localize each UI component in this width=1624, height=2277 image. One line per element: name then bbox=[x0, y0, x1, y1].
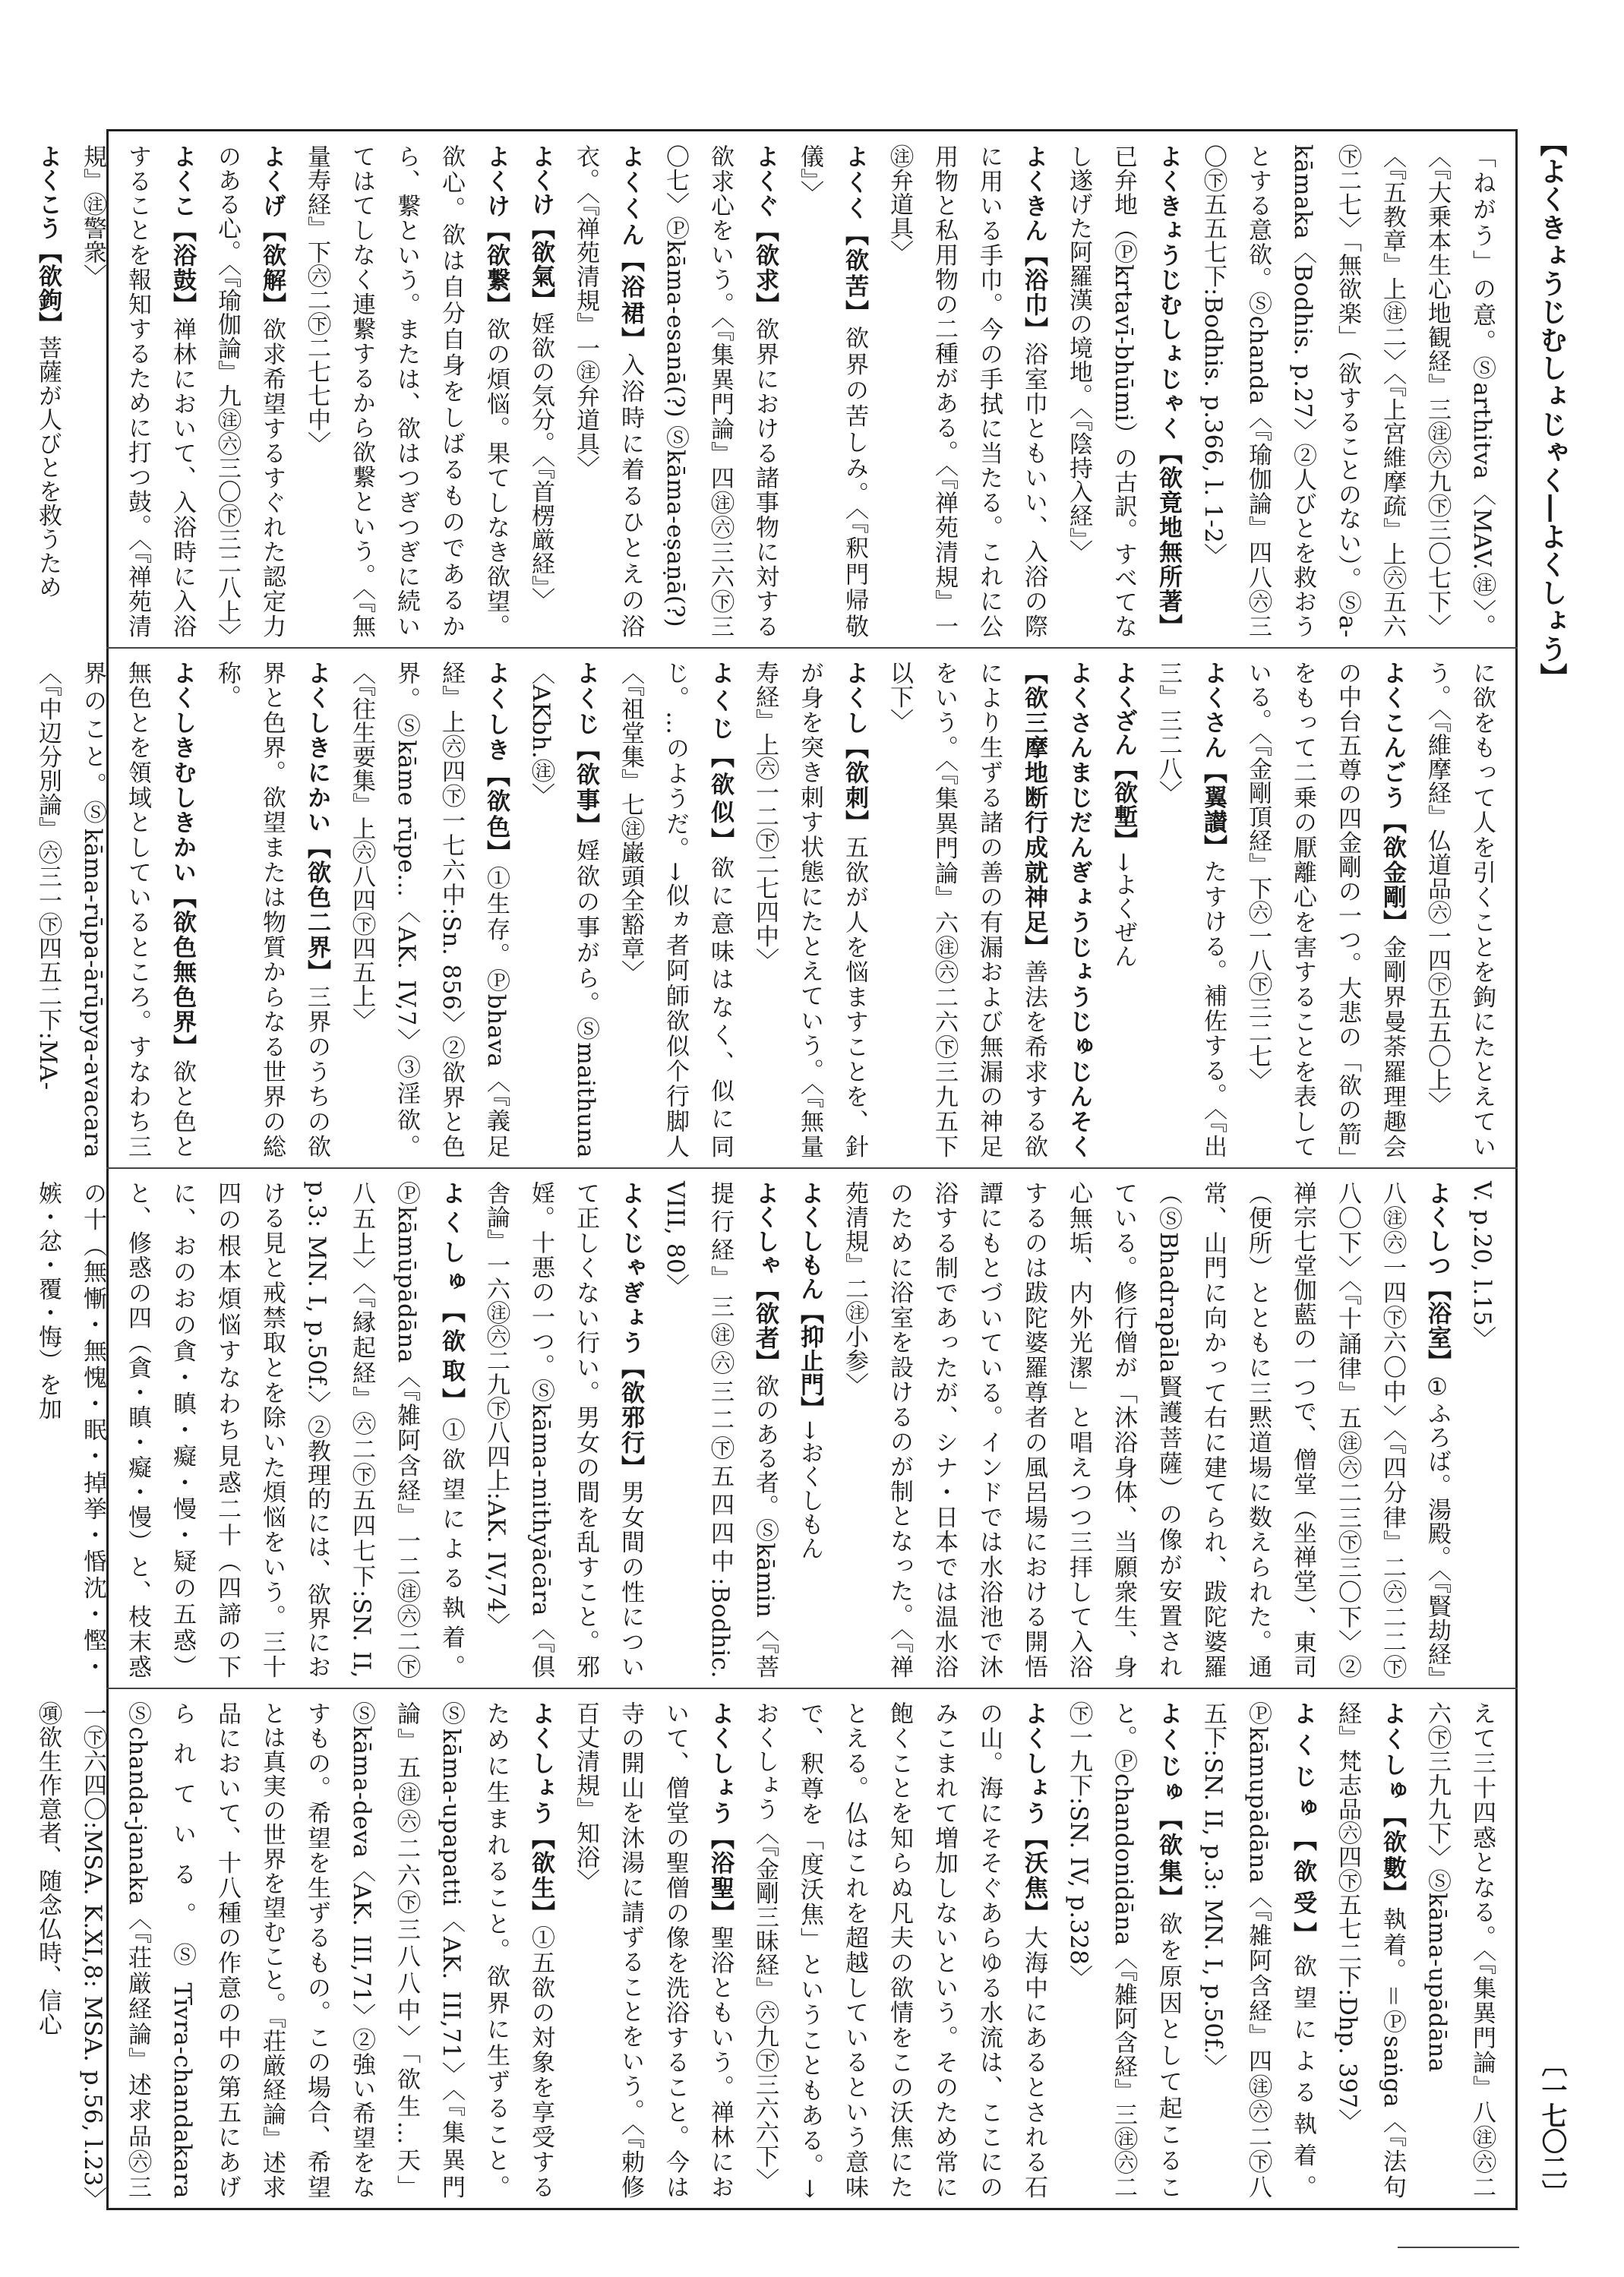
dictionary-entry bbox=[652, 144, 787, 638]
entry-definition: 欲と色と無色とを領域としているところ。すなわち三界のこと。Ⓢkāma-rūpa-ārūpya-avacara〈『中辺分別論』㊅三一㊦四五二下:MA- bbox=[34, 661, 196, 1159]
dictionary-entry bbox=[70, 144, 204, 638]
dictionary-entry bbox=[1459, 1181, 1504, 1679]
dictionary-entry bbox=[1190, 1701, 1325, 2199]
dictionary-entry bbox=[518, 661, 608, 1158]
entry-definition: 執着。＝Ⓟsaṅga〈『法句経』梵志品㊅四㊦五七二下:Dhp. 397〉 bbox=[1334, 1701, 1406, 2200]
entry-definition: 婬欲の気分。〈『首楞厳経』〉 bbox=[527, 311, 554, 611]
entry-definition: 欲の煩悩。果てしなき欲望。欲心。欲は自分自身をしばるものであるから、繋という。または、欲はつぎつぎに続いてはてしなく連繋するから欲繋という。〈『無量寿経』下㊅二㊦二七七中〉 bbox=[303, 144, 510, 639]
entry-headword: よくさんまじだんぎょうじょうじゅじんそく【欲三摩地断行成就神足】 bbox=[1020, 661, 1092, 1158]
running-head: 【よくきょうじむしょじゃく―よくしょう】 bbox=[1536, 129, 1568, 691]
entry-definition: 欲を原因として起こること。Ⓟchandonidāna〈『雑阿含経』三㊟㊅二㊦一九下:SN. IV, p.328〉 bbox=[1065, 1701, 1182, 2200]
dictionary-entry bbox=[1235, 661, 1414, 1158]
entry-headword: よくしもん【抑止門】 bbox=[796, 1181, 823, 1420]
entry-headword: よくきん【浴巾】 bbox=[1020, 144, 1047, 343]
entry-definition: →よくぜん bbox=[1110, 852, 1137, 968]
dictionary-entry bbox=[518, 144, 563, 638]
entry-definition: 欲望による執着。Ⓟkāmupādāna〈『雑阿含経』四㊟㊅二㊦八五下:SN. II, p.3: MN. I, p.50f.〉 bbox=[1199, 1701, 1316, 2200]
dictionary-entry bbox=[1101, 661, 1145, 1158]
entry-definition: 婬欲の事がら。Ⓢmaithuna〈AKbh.㊟〉 bbox=[527, 661, 599, 1158]
entry-headword: よくけ【欲氣】 bbox=[527, 144, 554, 312]
entry-headword: よくざん【欲塹】 bbox=[1110, 661, 1137, 852]
tier-3 bbox=[34, 1181, 1504, 1679]
dictionary-entry bbox=[1145, 661, 1235, 1158]
dictionary-entry bbox=[204, 144, 294, 647]
entry-headword: よくくん【浴裙】 bbox=[617, 144, 644, 353]
dictionary-entry bbox=[25, 1181, 473, 1679]
entry-headword: よくしき【欲色】 bbox=[482, 661, 510, 866]
entry-definition: 大海中にあるとされる石の山。海にそそぐあらゆる水流は、ここにのみこまれて増加しないという。そのため常に飽くことを知らぬ凡夫の欲情をこの沃焦にたとえる。仏はこれを超越しているという意味で、釈尊を「度沃焦」ということもある。→おくしょう〈『金剛三昧経』㊅九㊦三六六下〉 bbox=[751, 1701, 1047, 2200]
entry-headword: よくげ【欲解】 bbox=[258, 144, 286, 317]
dictionary-entry bbox=[742, 1701, 1056, 2199]
dictionary-entry bbox=[1414, 661, 1504, 1158]
entry-headword: よくきょうじむしょじゃく【欲竟地無所著】 bbox=[1155, 144, 1182, 638]
entry-definition: えて三十四惑となる。〈『集異門論』八㊟㊅二六㊦三九九下〉Ⓢkāma-upādāna bbox=[1423, 1701, 1496, 2199]
entry-headword: よくく【欲苦】 bbox=[841, 144, 868, 327]
dictionary-entry bbox=[25, 144, 70, 638]
entry-definition: ①五欲の対象を享受するために生まれること。欲界に生ずること。Ⓢkāma-upapatti〈AK. III,71〉〈『集異門論』五㊟㊅二六㊦三八八中〉「欲生…天」Ⓢkāma-deva〈AK. III,71〉②強い希望をなすもの。希望を生ずるもの。この場合、希望とは真実の世界を望むこと。『荘厳経論』述求品において、十八種の作意の中の第五にあげられている。ⓈTīvra-chandakara Ⓢchanda-janaka〈『荘厳経論』述求品㊅三一㊦六四〇:MSA. K.XI,8: MSA. p.56, l.23〉㊠欲生作意者、随念仏時、信心 bbox=[34, 1701, 554, 2200]
dictionary-entry bbox=[1414, 1701, 1504, 2199]
dictionary-entry bbox=[652, 1181, 787, 1679]
entry-definition: ①ふろば。湯殿。〈『賢劫経』八㊟㊅一四㊦六〇中〉〈『四分律』二㊅二二㊦八〇下〉〈『十誦律』五㊟㊅二三㊦三〇下〉②禅宗七堂伽藍の一つで、僧堂（坐禅堂）、東司（便所）とともに三黙道場に数えられた。通常、山門に向かって右に建てられ、跋陀婆羅（ⓈBhadrapāla賢護菩薩）の像が安置されている。修行僧が「沐浴身体、当願衆生、身心無垢、内外光潔」と唱えつつ三拝して入浴するのは跋陀婆羅尊者の風呂場における開悟譚にもとづいている。インドでは水浴池で沐浴する制であったが、シナ・日本では温水浴のために浴室を設けるのが制となった。〈『禅苑清規』二㊟小参〉 bbox=[841, 1181, 1451, 1679]
entry-headword: よくし【欲刺】 bbox=[841, 661, 868, 835]
dictionary-entry bbox=[25, 661, 204, 1158]
entry-headword: よくさん【翼讃】 bbox=[1199, 661, 1227, 860]
entry-definition: V. p.20, l.15〉 bbox=[1468, 1181, 1496, 1350]
entry-definition: 欲のある者。Ⓢkāmin〈『菩提行経』三㊟㊅三二㊦五四四中:Bodhic. VIII, 80〉 bbox=[662, 1181, 779, 1679]
entry-definition: 善法を希求する欲により生ずる諸の善の有漏および無漏の神足をいう。〈『集異門論』六㊟㊅二六㊦三九五下以下〉 bbox=[886, 661, 1047, 1159]
entry-headword: よくしょう【浴聖】 bbox=[706, 1701, 734, 1926]
entry-headword: よくしゅ【欲取】 bbox=[438, 1181, 465, 1418]
dictionary-entry bbox=[473, 1181, 652, 1679]
entry-definition: 禅林において、入浴時に入浴することを報知するために打つ鼓。〈『禅苑清規』㊟警衆〉 bbox=[79, 144, 196, 639]
dictionary-entry bbox=[1190, 144, 1504, 638]
entry-headword: よくしょう【沃焦】 bbox=[1020, 1701, 1047, 1926]
entry-headword: よくじゅ【欲受】 bbox=[1289, 1701, 1316, 1954]
dictionary-entry bbox=[1056, 1701, 1190, 2199]
dictionary-entry bbox=[339, 661, 518, 1158]
entry-definition: 入浴時に着るひとえの浴衣。〈『禅苑清規』一㊟弁道具〉 bbox=[572, 144, 644, 639]
entry-definition: ①欲望による執着。Ⓟkāmūpādāna〈『雑阿含経』一二㊟㊅二㊦八五上〉〈『縁起経』㊅二㊦五四七下:SN. II, p.3: MN. I, p.50f.〉②教理的には、欲界における見と戒禁取とを除いた煩悩をいう。三十四の根本煩悩すなわち見惑二十（四諦の下に、おのおの貪・瞋・癡・慢・疑の五惑）と、修惑の四（貪・瞋・癡・慢）と、枝末惑の十（無慚・無愧・眠・掉挙・惛沈・慳・嫉・忿・覆・悔）を加 bbox=[34, 1181, 465, 1679]
entry-headword: よくしきにかい【欲色二界】 bbox=[303, 661, 330, 985]
entry-definition: 金剛界曼荼羅理趣会の中台五尊の四金剛の一つ。大悲の「欲の箭」をもって二乗の厭離心を害することを表している。〈『金剛頂経』下㊅一八㊦三二七〉 bbox=[1244, 661, 1406, 1159]
entry-headword: よくこう【欲鉤】 bbox=[34, 144, 62, 336]
entry-definition: 菩薩が人びとを救うため bbox=[34, 336, 62, 599]
entry-headword: よくしゃ【欲者】 bbox=[751, 1181, 779, 1374]
entry-definition: 欲求希望するすぐれた認定力のある心。〈『瑜伽論』九㊟㊅三〇㊦三二八上〉 bbox=[213, 144, 286, 647]
entry-headword: よくじゅ【欲集】 bbox=[1155, 1701, 1182, 1912]
frame-right-rule bbox=[1515, 129, 1518, 2210]
entry-definition: 已弁地（Ⓟkrtavī-bhūmi）の古訳。すべてなし遂げた阿羅漢の境地。〈『陰持入経』〉 bbox=[1065, 144, 1137, 638]
dictionary-entry bbox=[832, 1181, 1459, 1679]
dictionary-entry bbox=[25, 1701, 563, 2199]
entry-definition: 「ねがう」の意。Ⓢarthitva〈MAV.㊟〉。〈『大乗本生心地観経』三㊟㊅九㊦三〇七下〉〈『五教章』上㊟二〉〈『上宮維摩疏』上㊅五六㊦二七〉「無欲楽」（欲することのない）。Ⓢa-kāmaka〈Bodhis. p.27〉②人びとを救おうとする意欲。Ⓢchanda〈『瑜伽論』四八㊅三〇㊦五五七下:Bodhis. p.366, l. 1-2〉 bbox=[1199, 144, 1496, 638]
entry-headword: よくじ【欲事】 bbox=[572, 661, 599, 839]
dictionary-entry bbox=[787, 1181, 832, 1679]
entry-definition: 欲に意味はなく、似に同じ。…のようだ。→似ヵ者阿師欲似个行脚人〈『祖堂集』七㊟巌頭全豁章〉 bbox=[617, 661, 734, 1159]
entry-definition: →おくしもん bbox=[796, 1420, 823, 1560]
entry-definition: 聖浴ともいう。禅林において、僧堂の聖僧の像を洗浴すること。今は寺の開山を沐湯に請ずることをいう。〈『勅修百丈清規』知浴〉 bbox=[572, 1701, 734, 2200]
entry-headword: よくけ【欲繋】 bbox=[482, 144, 510, 317]
entry-definition: 三界のうちの欲界と色界。欲望または物質からなる世界の総称。 bbox=[213, 661, 330, 1159]
entry-definition: たすける。補佐する。〈『出三』三二八〉 bbox=[1155, 661, 1227, 1159]
page-number: 〔一七〇二〕 bbox=[1537, 2051, 1567, 2206]
entry-headword: よくこ【浴鼓】 bbox=[169, 144, 196, 317]
entry-definition: ①生存。Ⓟbhava〈『義足経』上㊅四㊦一七六中:Sn. 856〉②欲界と色界。Ⓢkāme rūpe…〈AK. IV,7〉③淫欲。〈『往生要集』上㊅八四㊦四五上〉 bbox=[348, 661, 510, 1158]
footer-rule bbox=[1398, 2247, 1519, 2248]
entry-headword: よくこんごう【欲金剛】 bbox=[1379, 661, 1406, 935]
dictionary-entry bbox=[1325, 1701, 1414, 2199]
entry-headword: よくぐ【欲求】 bbox=[751, 144, 779, 317]
dictionary-entry bbox=[742, 661, 877, 1158]
entry-headword: よくしゅ【欲數】 bbox=[1379, 1701, 1406, 1907]
dictionary-entry bbox=[877, 661, 1101, 1158]
tier-divider bbox=[106, 647, 1518, 649]
dictionary-entry bbox=[563, 1701, 742, 2199]
tier-4 bbox=[34, 1701, 1504, 2200]
entry-definition: 欲界の苦しみ。〈『釈門帰敬儀』〉 bbox=[796, 144, 868, 639]
dictionary-entry bbox=[204, 661, 339, 1158]
tier-1 bbox=[34, 144, 1504, 647]
dictionary-entry bbox=[1056, 144, 1190, 638]
dictionary-entry bbox=[787, 144, 877, 638]
entry-headword: よくじ【欲似】 bbox=[706, 661, 734, 856]
entry-definition: 男女間の性について正しくない行い。男女の間を乱すこと。邪婬。十悪の一つ。Ⓢkāma-mithyācāra〈『倶舎論』一六㊟㊅二九㊦八四上:AK. IV,74〉 bbox=[482, 1181, 644, 1679]
entry-headword: よくしきむしきかい【欲色無色界】 bbox=[169, 661, 196, 1060]
tier-2 bbox=[34, 661, 1504, 1159]
entry-definition: 欲界における諸事物に対する欲求心をいう。〈『集異門論』四㊟㊅三六㊦三〇七〉Ⓟkāma-esanā(?) Ⓢkāma-eṣaṇā(?) bbox=[662, 144, 779, 639]
tier-divider bbox=[106, 1167, 1518, 1169]
tier-divider bbox=[106, 1688, 1518, 1689]
dictionary-entry bbox=[608, 661, 742, 1158]
dictionary-entry bbox=[877, 144, 1056, 638]
dictionary-entry bbox=[563, 144, 652, 638]
entry-definition: 五欲が人を悩ますことを、針が身を突き刺す状態にたとえていう。〈『無量寿経』上㊅一二㊦二七四中〉 bbox=[751, 661, 868, 1159]
entry-definition: 浴室巾ともいい、入浴の際に用いる手巾。今の手拭に当たる。これに公用物と私用物の二種がある。〈『禅苑清規』一㊟弁道具〉 bbox=[886, 144, 1047, 639]
dictionary-entry bbox=[294, 144, 518, 638]
entry-headword: よくじゃぎょう【欲邪行】 bbox=[617, 1181, 644, 1480]
entry-headword: よくしつ【浴室】 bbox=[1423, 1181, 1451, 1374]
entry-headword: よくしょう【欲生】 bbox=[527, 1701, 554, 1926]
entry-definition: に欲をもって人を引くことを鉤にたとえていう。〈『維摩経』仏道品㊅一四㊦五五〇上〉 bbox=[1423, 661, 1496, 1158]
